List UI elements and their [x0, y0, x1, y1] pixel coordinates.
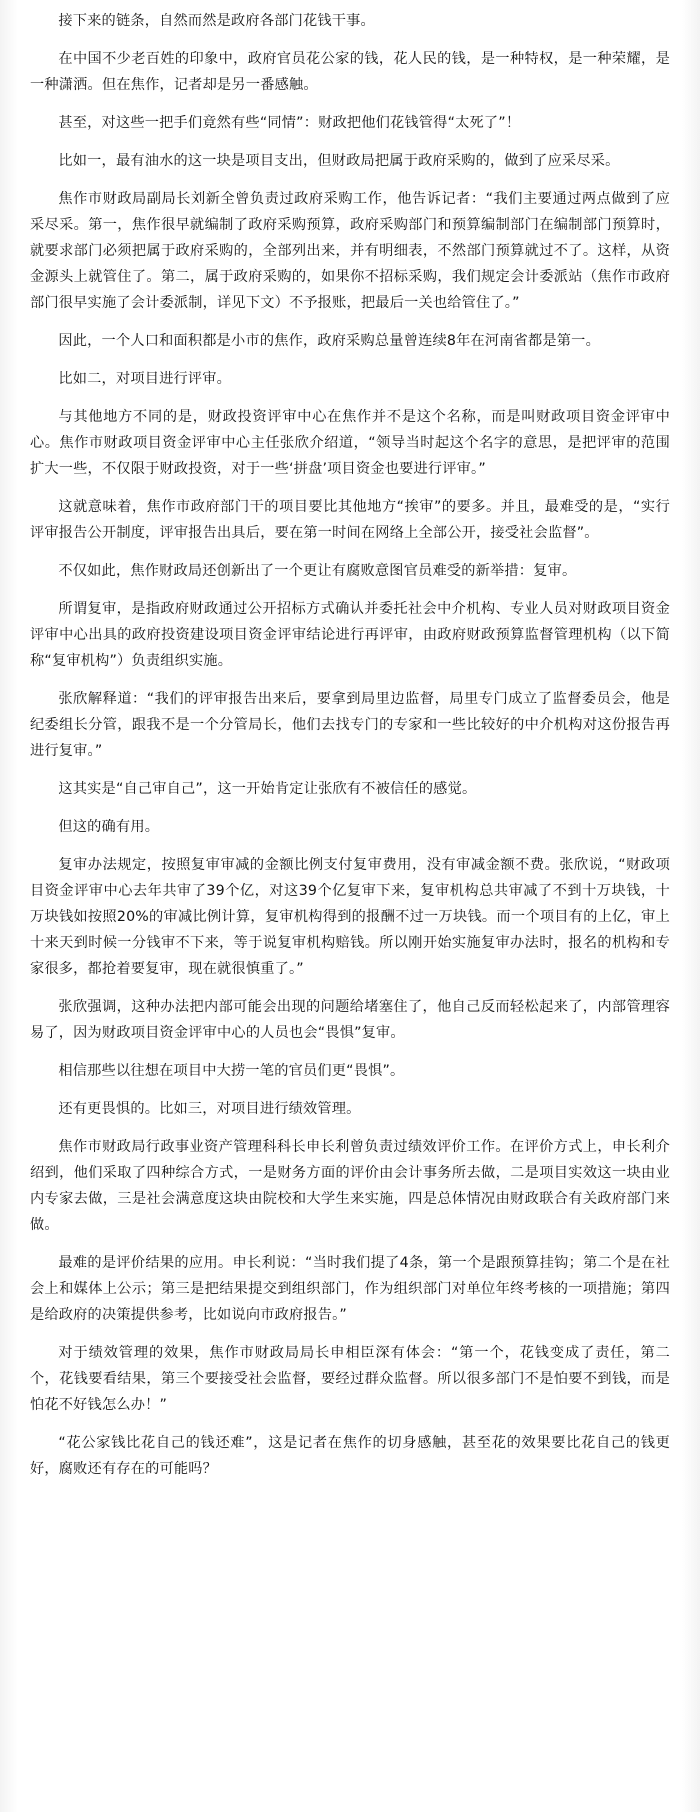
- article-paragraph: 在中国不少老百姓的印象中，政府官员花公家的钱，花人民的钱，是一种特权，是一种荣耀，是一种潇洒。但在焦作，记者却是另一番感触。: [30, 51, 670, 93]
- article-paragraph: 但这的确有用。: [58, 819, 160, 835]
- article-paragraph: 不仅如此，焦作财政局还创新出了一个更让有腐败意图官员难受的新举措：复审。: [58, 563, 577, 579]
- article-paragraph: 复审办法规定，按照复审审减的金额比例支付复审费用，没有审减金额不费。张欣说，“财政项目资金评审中心去年共审了39个亿，对这39个亿复审下来，复审机构总共审减了不到十万块钱，十万块钱如按照20%的审减比例计算，复审机构得到的报酬不过一万块钱。而一个项目有的上亿，审上十来天到时候一分钱审不下来，等于说复审机构赔钱。所以刚开始实施复审办法时，报名的机构和专家很多，都抢着要复审，现在就很慎重了。”: [30, 857, 670, 977]
- article-paragraph: 对于绩效管理的效果，焦作市财政局局长申相臣深有体会：“第一个，花钱变成了责任，第二个，花钱要看结果，第三个要接受社会监督，要经过群众监督。所以很多部门不是怕要不到钱，而是怕花不好钱怎么办！”: [30, 1345, 670, 1413]
- article-paragraph: 这其实是“自己审自己”，这一开始肯定让张欣有不被信任的感觉。: [58, 781, 477, 797]
- article-paragraph: 与其他地方不同的是，财政投资评审中心在焦作并不是这个名称，而是叫财政项目资金评审中心。焦作市财政项目资金评审中心主任张欣介绍道，“领导当时起这个名字的意思，是把评审的范围扩大一些，不仅限于财政投资，对于一些‘拼盘’项目资金也要进行评审。”: [30, 409, 670, 477]
- article-paragraph: 焦作市财政局副局长刘新全曾负责过政府采购工作，他告诉记者：“我们主要通过两点做到了应采尽采。第一，焦作很早就编制了政府采购预算，政府采购部门和预算编制部门在编制部门预算时，就要求部门必须把属于政府采购的，全部列出来，并有明细表，不然部门预算就过不了。这样，从资金源头上就管住了。第二，属于政府采购的，如果你不招标采购，我们规定会计委派站（焦作市政府部门很早实施了会计委派制，详见下文）不予报账，把最后一关也给管住了。”: [30, 191, 670, 311]
- article-paragraph: 张欣解释道：“我们的评审报告出来后，要拿到局里边监督，局里专门成立了监督委员会，他是纪委组长分管，跟我不是一个分管局长，他们去找专门的专家和一些比较好的中介机构对这份报告再进行复审。”: [30, 691, 670, 759]
- article-paragraph: 最难的是评价结果的应用。申长利说：“当时我们提了4条，第一个是跟预算挂钩；第二个是在社会上和媒体上公示；第三是把结果提交到组织部门，作为组织部门对单位年终考核的一项措施；第四是给政府的决策提供参考，比如说向市政府报告。”: [30, 1255, 670, 1323]
- article-paragraph: 甚至，对这些一把手们竟然有些“同情”：财政把他们花钱管得“太死了”！: [58, 115, 521, 131]
- article-paragraph: “花公家钱比花自己的钱还难”，这是记者在焦作的切身感触，甚至花的效果要比花自己的钱更好，腐败还有存在的可能吗？: [30, 1435, 670, 1477]
- article-paragraph: 因此，一个人口和面积都是小市的焦作，政府采购总量曾连续8年在河南省都是第一。: [58, 333, 600, 349]
- article-paragraph: 还有更畏惧的。比如三，对项目进行绩效管理。: [58, 1101, 361, 1117]
- article-paragraph: 接下来的链条，自然而然是政府各部门花钱干事。: [58, 13, 375, 29]
- article-paragraph: 张欣强调，这种办法把内部可能会出现的问题给堵塞住了，他自己反而轻松起来了，内部管理容易了，因为财政项目资金评审中心的人员也会“畏惧”复审。: [30, 999, 670, 1041]
- article-paragraph: 比如一，最有油水的这一块是项目支出，但财政局把属于政府采购的，做到了应采尽采。: [58, 153, 620, 169]
- article-paragraph: 这就意味着，焦作市政府部门干的项目要比其他地方“挨审”的要多。并且，最难受的是，“实行评审报告公开制度，评审报告出具后，要在第一时间在网络上全部公开，接受社会监督”。: [30, 499, 670, 541]
- article-paragraph: 比如二，对项目进行评审。: [58, 371, 232, 387]
- article-paragraph: 焦作市财政局行政事业资产管理科科长申长利曾负责过绩效评价工作。在评价方式上，申长利介绍到，他们采取了四种综合方式，一是财务方面的评价由会计事务所去做，二是项目实效这一块由业内专家去做，三是社会满意度这块由院校和大学生来实施，四是总体情况由财政联合有关政府部门来做。: [30, 1139, 670, 1233]
- article-paragraph: 所谓复审，是指政府财政通过公开招标方式确认并委托社会中介机构、专业人员对财政项目资金评审中心出具的政府投资建设项目资金评审结论进行再评审，由政府财政预算监督管理机构（以下简称“复审机构”）负责组织实施。: [30, 601, 670, 669]
- article-paragraph: 相信那些以往想在项目中大捞一笔的官员们更“畏惧”。: [58, 1063, 405, 1079]
